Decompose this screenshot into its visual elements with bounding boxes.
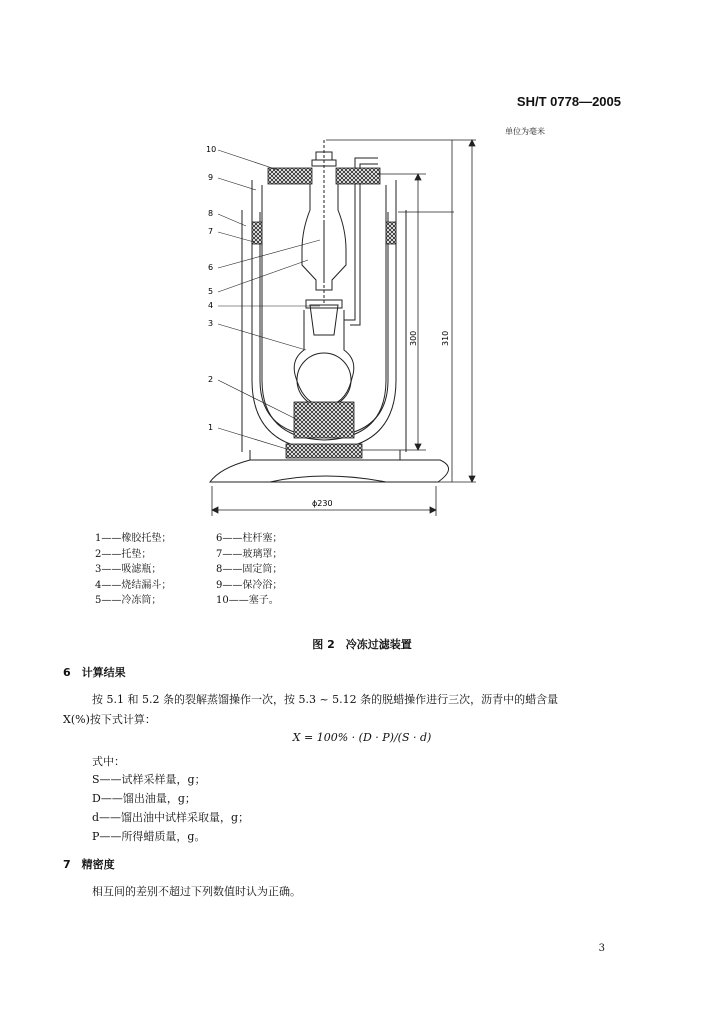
dimension-310: 310 (441, 330, 450, 346)
section-7-title: 7 精密度 (63, 858, 115, 871)
legend-item: 5——冷冻筒； (95, 595, 162, 606)
callout-5: 5 (208, 287, 214, 296)
sinter-funnel (310, 305, 338, 335)
legend-item: 10——塞子。 (216, 595, 279, 606)
dimension-diameter: ϕ230 (312, 499, 333, 508)
base-arc (270, 476, 386, 482)
page-number: 3 (598, 943, 605, 954)
legend-item: 9——保冷浴； (216, 579, 283, 591)
legend-item: 3——吸滤瓶； (95, 564, 162, 575)
legend-item: 6——柱杆塞； (216, 533, 283, 544)
apparatus-drawing (190, 130, 480, 520)
figure-freeze-filter-apparatus (190, 130, 480, 520)
flask-bulb (297, 353, 351, 407)
legend-item: 1——橡胶托垫； (95, 533, 172, 544)
callout-7: 7 (208, 227, 214, 236)
rubber-pad (286, 444, 362, 458)
section-6-paragraph-line-1: 按 5.1 和 5.2 条的裂解蒸馏操作一次，按 5.3 ~ 5.12 条的脱蜡操作进行三次，沥青中的蜡含量 (92, 693, 559, 706)
legend-item: 8——固定筒； (216, 564, 283, 575)
callout-6: 6 (208, 263, 214, 272)
standard-code: SH/T 0778—2005 (516, 94, 621, 109)
support-pad (294, 402, 354, 438)
callout-4: 4 (208, 301, 214, 310)
callout-1: 1 (208, 423, 214, 432)
callout-10: 10 (206, 145, 217, 154)
dimension-300: 300 (409, 330, 418, 346)
figure-caption: 图 2 冷冻过滤装置 (312, 638, 412, 651)
callout-9: 9 (208, 173, 214, 182)
callout-8: 8 (208, 209, 214, 218)
callout-2: 2 (208, 375, 214, 384)
legend-item: 7——玻璃罩； (216, 548, 283, 560)
legend-item: 4——烧结漏斗； (95, 579, 172, 591)
legend-item: 2——托垫； (95, 548, 152, 560)
variable-definition: d——馏出油中试样采取量，g； (92, 811, 250, 824)
section-7-paragraph: 相互间的差别不超过下列数值时认为正确。 (92, 885, 301, 898)
callout-3: 3 (208, 319, 214, 328)
legend-column-1 (95, 531, 171, 609)
stopper-left (268, 168, 312, 184)
section-6-paragraph-line-2: X(%)按下式计算： (63, 713, 156, 726)
unit-note: 单位为毫米 (505, 127, 545, 136)
variable-definition: S——试样采样量，g； (92, 773, 206, 786)
suction-flask (294, 310, 354, 406)
variable-definition: D——馏出油量，g； (92, 792, 196, 805)
legend-column-2 (216, 531, 282, 609)
where-label: 式中： (92, 755, 125, 768)
stopper-right (336, 168, 380, 184)
base-plate (210, 460, 449, 482)
section-6-title: 6 计算结果 (63, 666, 126, 679)
wax-content-formula: X = 100% · (D · P)/(S · d) (292, 731, 432, 744)
variable-definition: P——所得蜡质量，g。 (92, 830, 206, 843)
